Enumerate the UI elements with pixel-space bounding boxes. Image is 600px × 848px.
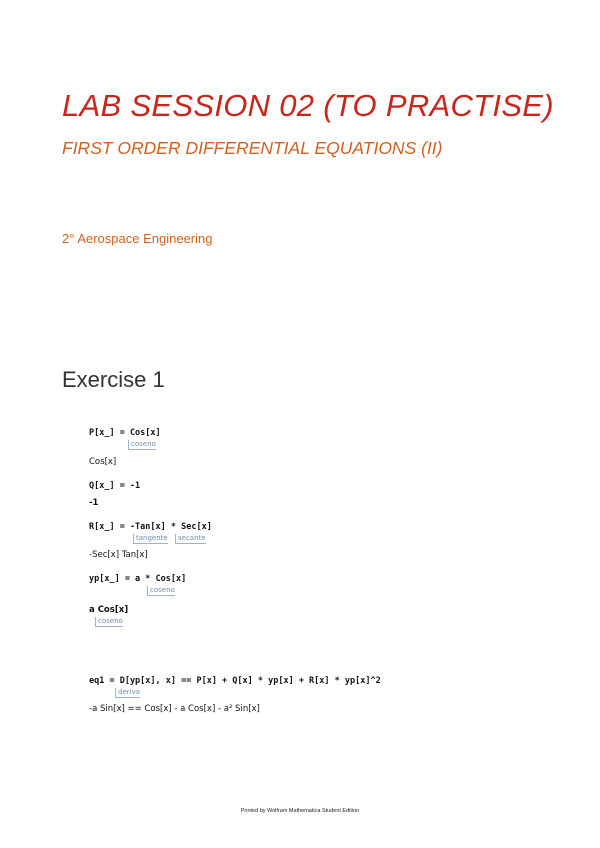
- output-cell-2: -1: [89, 498, 99, 508]
- tooltip-tangente: tangente: [133, 534, 168, 544]
- input-cell-4[interactable]: yp[x_] = a * Cos[x]: [89, 574, 187, 584]
- page-subtitle: FIRST ORDER DIFFERENTIAL EQUATIONS (II): [62, 138, 443, 158]
- input-cell-1[interactable]: P[x_] = Cos[x]: [89, 428, 161, 438]
- tooltip-coseno-1: coseno: [128, 440, 156, 450]
- input-cell-2[interactable]: Q[x_] = -1: [89, 481, 141, 491]
- tooltip-secante: secante: [175, 534, 206, 544]
- input-cell-3[interactable]: R[x_] = -Tan[x] * Sec[x]: [89, 522, 212, 532]
- output-cell-4: a Cos[x]: [89, 605, 129, 615]
- output-cell-1: Cos[x]: [89, 457, 117, 467]
- output-cell-5: -a Sin[x] == Cos[x] - a Cos[x] - a² Sin[x]: [89, 704, 260, 714]
- output-cell-3: -Sec[x] Tan[x]: [89, 550, 148, 560]
- input-cell-5[interactable]: eq1 = D[yp[x], x] == P[x] + Q[x] * yp[x] + R[x] * yp[x]^2: [89, 676, 381, 686]
- print-footer: Printed by Wolfram Mathematica Student Edition: [240, 808, 360, 814]
- course-label: 2° Aerospace Engineering: [62, 231, 213, 246]
- tooltip-coseno-3: coseno: [95, 617, 123, 627]
- tooltip-deriva: deriva: [115, 688, 140, 698]
- page-title: LAB SESSION 02 (TO PRACTISE): [62, 88, 554, 123]
- tooltip-coseno-2: coseno: [147, 586, 175, 596]
- section-heading: Exercise 1: [62, 367, 165, 392]
